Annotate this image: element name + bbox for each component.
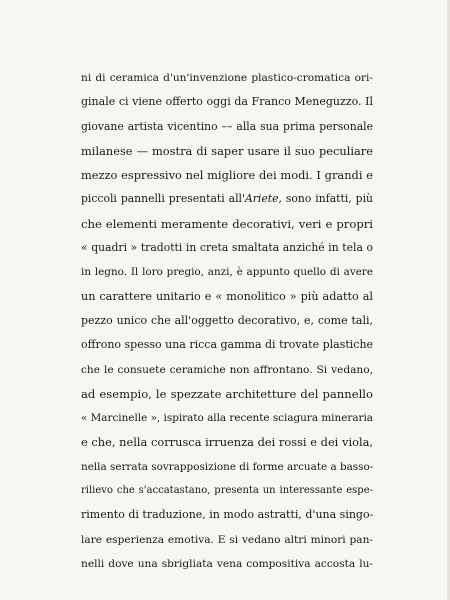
- text-line-21: nelli dove una sbrigliata vena compositiva accosta lu-: [81, 557, 373, 570]
- text-line-6: piccoli pannelli presentati all'Ariete, sono infatti, più: [81, 192, 373, 206]
- text-line-4: milanese — mostra di saper usare il suo peculiare: [81, 143, 373, 158]
- text-line-13: che le consuete ceramiche non affrontano. Si vedano,: [81, 363, 373, 376]
- body-text: [81, 66, 373, 576]
- text-line-12: offrono spesso una ricca gamma di trovate plastiche: [81, 338, 374, 352]
- text-line-20: lare esperienza emotiva. E si vedano altri minori pan-: [81, 533, 373, 546]
- text-line-7: che elementi meramente decorativi, veri e propri: [81, 216, 373, 231]
- text-line-17: nella serrata sovrapposizione di forme arcuate a basso-: [81, 460, 374, 473]
- text-line-16: e che, nella corrusca irruenza dei rossi e dei viola,: [81, 435, 373, 450]
- text-line-15: « Marcinelle », ispirato alla recente sciagura mineraria: [81, 412, 373, 425]
- text-line-18: rilievo che s'accatastano, presenta un interessante espe-: [81, 485, 373, 497]
- text-line-19: rimento di traduzione, in modo astratti, d'una singo-: [81, 508, 374, 522]
- gallery-name-italic: Ariete: [244, 192, 279, 206]
- text-line-9: in legno. Il loro pregio, anzi, è appunto quello di avere: [81, 266, 373, 279]
- text-line-10: un carattere unitario e « monolitico » più adatto al: [81, 289, 373, 303]
- text-line-14: ad esempio, le spezzate architetture del pannello: [81, 386, 373, 401]
- text-line-5: mezzo espressivo nel migliore dei modi. I grandi e: [81, 168, 373, 183]
- text-line-1: ni di ceramica d'un'invenzione plastico-cromatica ori-: [81, 72, 373, 84]
- text-line-3: giovane artista vicentino –– alla sua prima personale: [81, 119, 373, 133]
- text-line-11: pezzo unico che all'oggetto decorativo, e, come tali,: [81, 313, 373, 327]
- text-line-8: « quadri » tradotti in creta smaltata anziché in tela o: [81, 241, 373, 255]
- text-line-2: ginale ci viene offerto oggi da Franco Meneguzzo. Il: [81, 95, 373, 109]
